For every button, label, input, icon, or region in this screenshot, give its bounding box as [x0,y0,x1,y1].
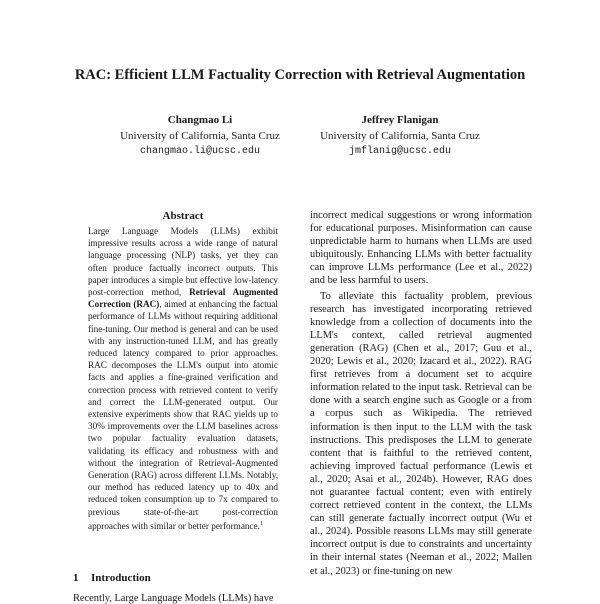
abstract-body [88,225,278,532]
section-heading [73,572,151,584]
paragraph: incorrect medical suggestions or wrong information for educational purposes. Misinformation can cause unpredictable harm to humans when LLMs are used ubiquitously. Enhancing LLMs with better factuality can improve LLMs performance (Lee et al., 2022) and be less harmful to users. [310,210,532,287]
intro-paragraph: Recently, Large Language Models (LLMs) have [73,593,274,604]
author-name: Changmao Li [167,114,233,126]
author-block-1 [90,113,310,160]
right-column [310,209,532,578]
section-title: Introduction [91,572,151,584]
author-email: jmflanig@ucsc.edu [348,146,452,157]
author-block-2 [290,113,510,160]
footnote-mark: 1 [259,520,263,527]
paper-title: RAC: Efficient LLM Factuality Correction with Retrieval Augmentation [74,67,526,83]
abstract-text-part1: Large Language Models (LLMs) exhibit impressive results across a wide range of natural language processing (NLP) tasks, yet they can often produce factually incorrect outputs. This paper introduces a simple but effective low-latency post-correction method, [88,226,278,298]
author-email: changmao.li@ucsc.edu [139,146,261,157]
author-affiliation: University of California, Santa Cruz [120,129,280,142]
section-number: 1 [73,572,79,584]
author-name: Jeffrey Flanigan [361,114,439,126]
abstract-heading: Abstract [162,210,204,222]
author-affiliation: University of California, Santa Cruz [320,129,480,142]
paragraph: To alleviate this factuality problem, previous research has investigated incorporating retrieved knowledge from a collection of documents into the LLM's context, called retrieval augmented generation (RAG) (Chen et al., 2017; Guu et al., 2020; Lewis et al., 2020; Izacard et al., 2022). RAG first retrieves from a document set to acquire information related to the input task. Retrieval can be done with a search engine such as Google or a from a corpus such as Wikipedia. The retrieved information is then input to the LLM with the task instructions. This predisposes the LLM to generate content that is faithful to the retrieved content, achieving improved factual performance (Lewis et al., 2020; Asai et al., 2024b). However, RAG does not guarantee factual content; even with entirely correct retrieved content in the context, the LLMs can still generate factually incorrect output (Wu et al., 2024). Possible reasons LLMs may still generate incorrect output is due to constraints and uncertainty in their internal states (Neeman et al., 2022; Mallen et al., 2023) or fine-tuning on new [310,290,532,577]
method-name: Retrieval Augmented Correction (RAC) [88,287,278,310]
abstract-text-part2: , aimed at enhancing the factual performance of LLMs without requiring additional fine-tuning. Our method is general and can be used with any instruction-tuned LLM, and has greatly reduced latency compared to prior approaches. RAC decomposes the LLM's output into atomic facts and applies a fine-grained verification and correction process with retrieved content to verify and correct the LLM-generated output. Our extensive experiments show that RAC yields up to 30% improvements over the LLM baselines across two popular factuality evaluation datasets, validating its efficacy and robustness with and without the integration of Retrieval-Augmented Generation (RAG) across different LLMs. Notably, our method has reduced latency up to 40x and reduced token consumption up to 7x compared to previous state-of-the-art post-correction approaches with similar or better performance. [88,299,278,531]
